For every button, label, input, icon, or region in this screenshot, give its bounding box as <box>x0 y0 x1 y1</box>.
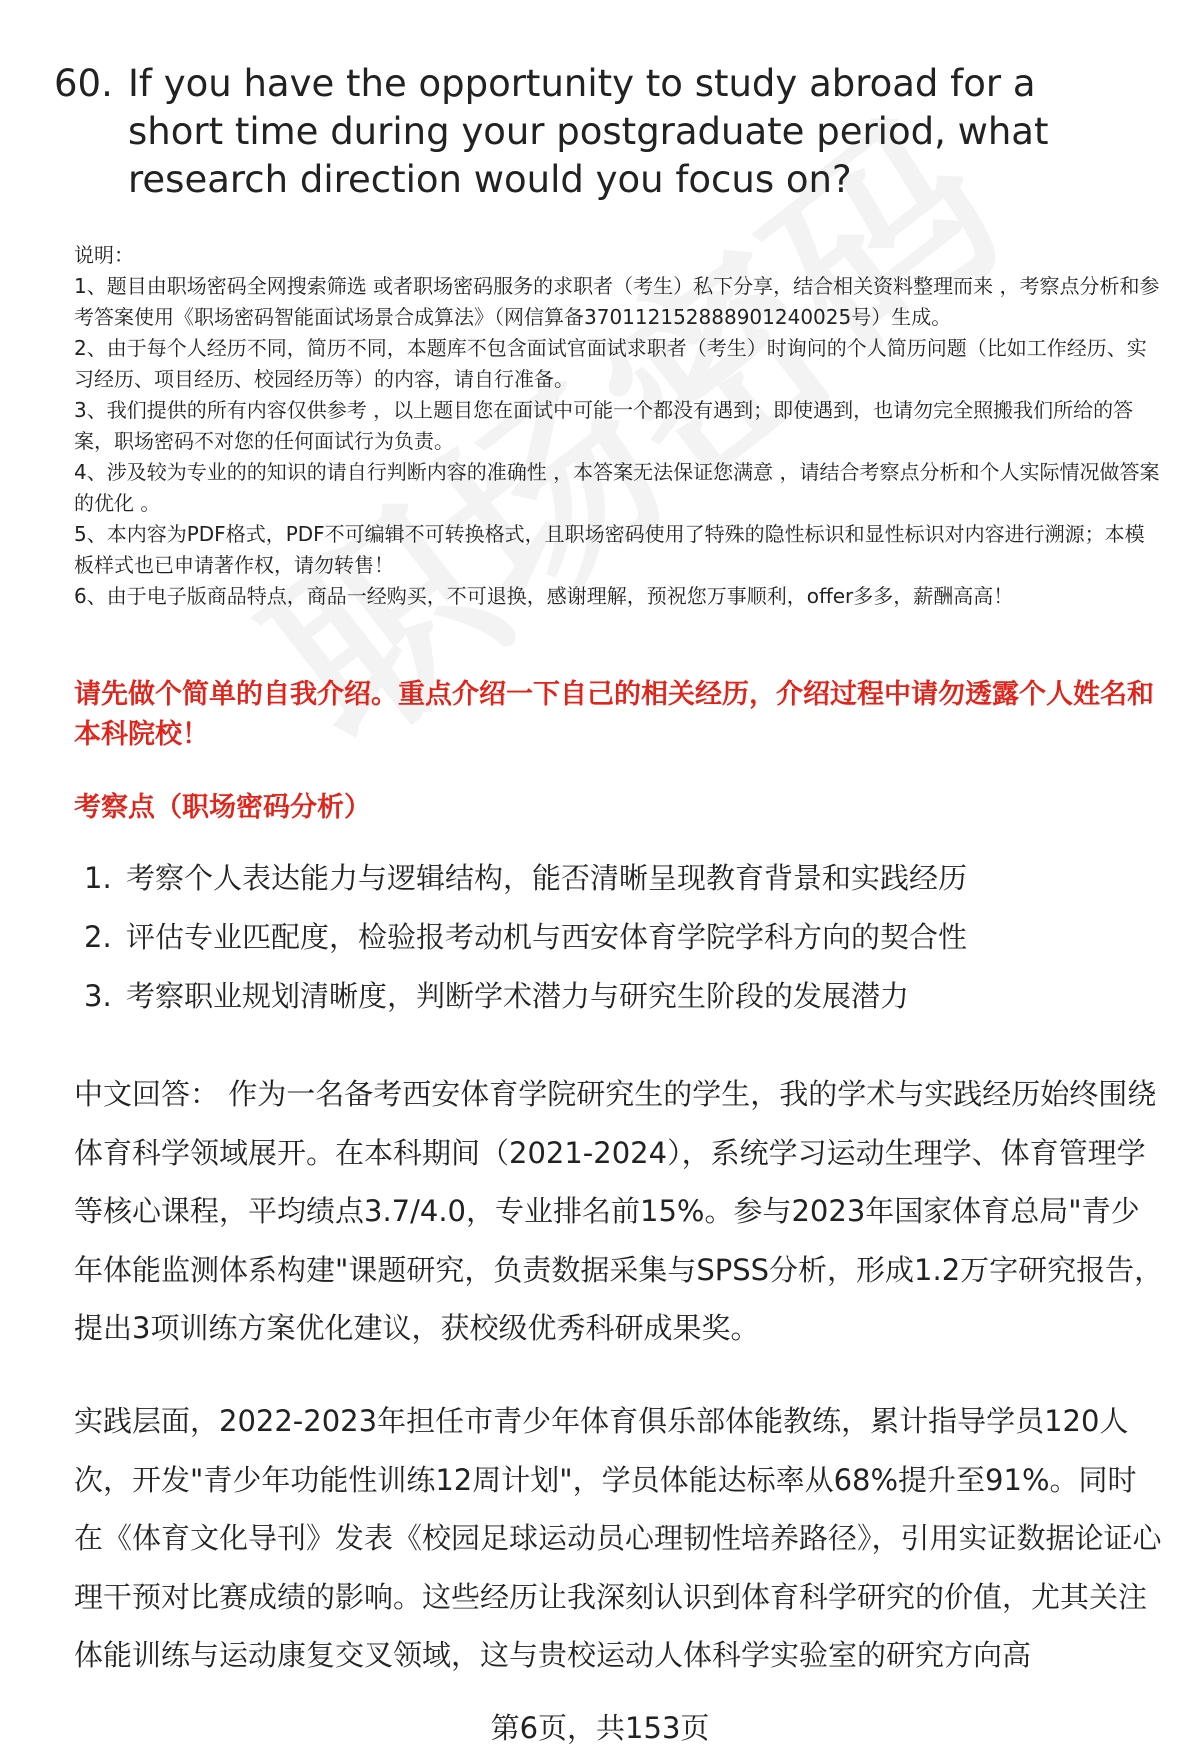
answer-text: 实践层面，2022-2023年担任市青少年体育俱乐部体能教练，累计指导学员120人次，开发"青少年功能性训练12周计划"，学员体能达标率从68%提升至91%。同时在《体育文化导刊》发表《校园足球运动员心理韧性培养路径》，引用实证数据论证心理干预对比赛成绩的影响。这些经历让我深刻认识到体育科学研究的价值，尤其关注体能训练与运动康复交叉领域，这与贵校运动人体科学实验室的研究方向高 <box>74 1404 1162 1672</box>
notes-item: 3、我们提供的所有内容仅供参考 ，以上题目您在面试中可能一个都没有遇到；即使遇到，也请勿完全照搬我们所给的答案，职场密码不对您的任何面试行为负责。 <box>74 398 1134 453</box>
answer-paragraph-2 <box>74 1392 1164 1685</box>
notes-item: 6、由于电子版商品特点，商品一经购买，不可退换，感谢理解，预祝您万事顺利，offer多多，薪酬高高！ <box>74 584 1014 608</box>
notes-item: 4、涉及较为专业的的知识的请自行判断内容的准确性 ，本答案无法保证您满意 ，请结合考察点分析和个人实际情况做答案的优化 。 <box>74 460 1160 515</box>
point-text: 评估专业匹配度，检验报考动机与西安体育学院学科方向的契合性 <box>126 920 968 954</box>
question-text: If you have the opportunity to study abroad for a short time during your postgraduate period, what research direction would you focus on? <box>128 62 1049 201</box>
list-item <box>84 858 1144 917</box>
point-text: 考察个人表达能力与逻辑结构，能否清晰呈现教育背景和实践经历 <box>126 861 968 895</box>
question <box>54 60 1104 204</box>
notes-section <box>74 240 1164 612</box>
question-number: 60. <box>54 62 113 105</box>
list-item <box>84 917 1144 976</box>
answer-paragraph-1 <box>74 1065 1164 1358</box>
notes-heading: 说明： <box>74 243 134 267</box>
answer-text: 中文回答： 作为一名备考西安体育学院研究生的学生，我的学术与实践经历始终围绕体育科学领域展开。在本科期间（2021-2024），系统学习运动生理学、体育管理学等核心课程，平均绩点3.7/4.0，专业排名前15%。参与2023年国家体育总局"青少年体能监测体系构建"课题研究，负责数据采集与SPSS分析，形成1.2万字研究报告，提出3项训练方案优化建议，获校级优秀科研成果奖。 <box>74 1077 1164 1345</box>
analysis-heading: 考察点（职场密码分析） <box>74 792 371 823</box>
list-item <box>84 976 1144 1035</box>
notes-item: 5、本内容为PDF格式，PDF不可编辑不可转换格式，且职场密码使用了特殊的隐性标识和显性标识对内容进行溯源；本模板样式也已申请著作权，请勿转售！ <box>74 522 1145 577</box>
analysis-points <box>84 858 1144 1035</box>
point-number: 1. <box>84 861 112 895</box>
notes-item: 1、题目由职场密码全网搜索筛选 或者职场密码服务的求职者（考生）私下分享，结合相关资料整理而来 ，考察点分析和参考答案使用《职场密码智能面试场景合成算法》（网信算备370112152888901240025号）生成。 <box>74 274 1160 329</box>
point-number: 2. <box>84 920 112 954</box>
interview-prompt: 请先做个简单的自我介绍。重点介绍一下自己的相关经历，介绍过程中请勿透露个人姓名和本科院校！ <box>74 679 1154 750</box>
point-number: 3. <box>84 979 112 1013</box>
point-text: 考察职业规划清晰度，判断学术潜力与研究生阶段的发展潜力 <box>126 979 910 1013</box>
notes-item: 2、由于每个人经历不同，简历不同，本题库不包含面试官面试求职者（考生）时询问的个人简历问题（比如工作经历、实习经历、项目经历、校园经历等）的内容，请自行准备。 <box>74 336 1147 391</box>
page-footer: 第6页，共153页 <box>490 1711 710 1745</box>
